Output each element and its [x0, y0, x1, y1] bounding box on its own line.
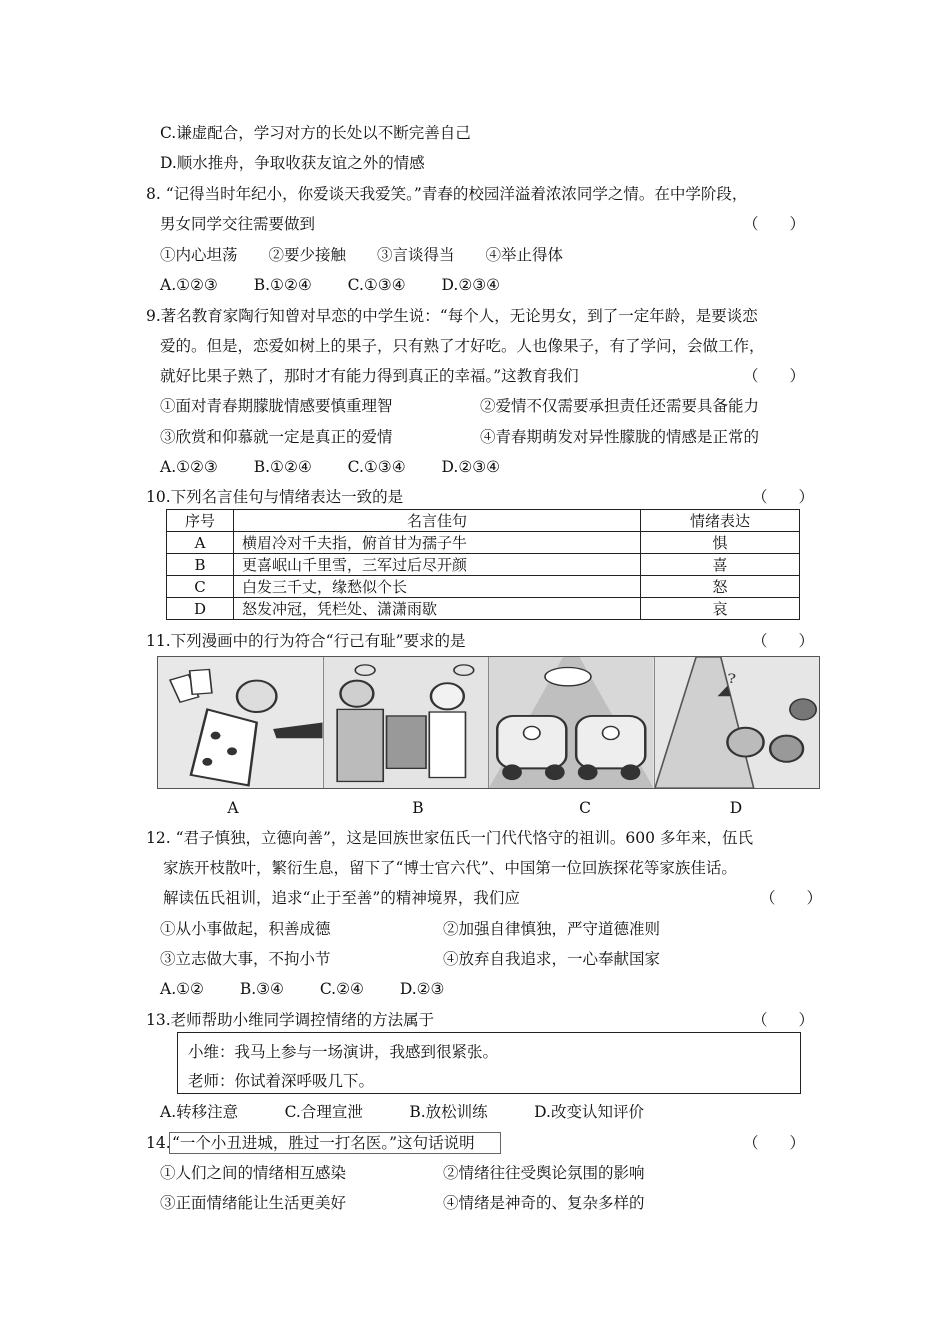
- q11-answer-paren: （ ）: [752, 632, 815, 650]
- table-row: [167, 598, 800, 620]
- table-cell: A: [167, 532, 234, 554]
- q9-answer-paren: （ ）: [743, 367, 806, 385]
- svg-text:?: ?: [726, 670, 736, 687]
- q13-stem: 13.老师帮助小维同学调控情绪的方法属于: [146, 1011, 435, 1029]
- q14-stem: “一个小丑进城，胜过一打名医。”这句话说明: [172, 1134, 475, 1152]
- bus-seat-cartoon-icon: [324, 657, 489, 788]
- q9-stem-line2: 爱的。但是，恋爱如树上的果子，只有熟了才好吃。人也像果子，有了学问，会做工作，: [160, 337, 765, 355]
- q12-answer-paren: （ ）: [760, 889, 823, 907]
- q11-stem: 11.下列漫画中的行为符合“行己有耻”要求的是: [146, 632, 466, 650]
- q8-options: A.①②③ B.①②④ C.①③④ D.②③④: [160, 276, 501, 294]
- table-row: [167, 554, 800, 576]
- table-cell: 哀: [641, 598, 800, 620]
- q14-number: 14.: [146, 1134, 171, 1152]
- q9-item-1: ①面对青春期朦胧情感要慎重理智: [160, 397, 393, 415]
- q9-options: A.①②③ B.①②④ C.①③④ D.②③④: [160, 458, 501, 476]
- q12-stem-line3: 解读伍氏祖训，追求“止于至善”的精神境界，我们应: [163, 889, 520, 907]
- q10-stem: 10.下列名言佳句与情绪表达一致的是: [146, 488, 404, 506]
- comic-panel-b: [324, 657, 490, 788]
- q12-stem-line2: 家族开枝散叶，繁衍生息，留下了“博士官六代”、中国第一位回族探花等家族佳话。: [163, 859, 737, 877]
- q14-item-1: ①人们之间的情绪相互感染: [160, 1164, 347, 1182]
- gambling-cartoon-icon: [158, 657, 323, 788]
- q14-item-3: ③正面情绪能让生活更美好: [160, 1194, 347, 1212]
- q13-answer-paren: （ ）: [752, 1011, 815, 1029]
- q8-stem-line1: 8. “记得当时年纪小，你爱谈天我爱笑。”青春的校园洋溢着浓浓同学之情。在中学阶段，: [146, 185, 748, 203]
- dialog-line-student: 小维：我马上参与一场演讲，我感到很紧张。: [188, 1043, 499, 1061]
- comic-label-a: A: [227, 799, 239, 817]
- table-header-row: [167, 510, 800, 532]
- q12-options: A.①② B.③④ C.②④ D.②③: [160, 980, 445, 998]
- q7-option-c: C.谦虚配合，学习对方的长处以不断完善自己: [160, 124, 471, 142]
- table-header-cell: 序号: [167, 510, 234, 532]
- comic-strip: [157, 656, 820, 789]
- table-row: [167, 532, 800, 554]
- table-cell: D: [167, 598, 234, 620]
- q12-item-3: ③立志做大事，不拘小节: [160, 950, 331, 968]
- q12-item-1: ①从小事做起，积善成德: [160, 920, 331, 938]
- q12-stem-line1: 12. “君子慎独，立德向善”，这是回族世家伍氏一门代代恪守的祖训。600 多年来，伍氏: [146, 829, 753, 847]
- q14-item-4: ④情绪是神奇的、复杂多样的: [443, 1194, 645, 1212]
- quotes-emotion-table: [166, 509, 800, 620]
- comic-label-b: B: [412, 799, 424, 817]
- table-cell: 怒: [641, 576, 800, 598]
- q13-options: A.转移注意 C.合理宣泄 B.放松训练 D.改变认知评价: [160, 1103, 644, 1121]
- q14-answer-paren: （ ）: [743, 1134, 806, 1152]
- landmark-carving-cartoon-icon: [655, 657, 820, 788]
- table-cell: C: [167, 576, 234, 598]
- table-cell: B: [167, 554, 234, 576]
- q14-item-2: ②情绪往往受舆论氛围的影响: [443, 1164, 645, 1182]
- comic-panel-a: [158, 657, 324, 788]
- q9-item-3: ③欣赏和仰慕就一定是真正的爱情: [160, 428, 393, 446]
- q9-stem-line3: 就好比果子熟了，那时才有能力得到真正的幸福。”这教育我们: [160, 367, 579, 385]
- q12-item-2: ②加强自律慎独，严守道德准则: [443, 920, 661, 938]
- table-header-cell: 情绪表达: [641, 510, 800, 532]
- comic-label-d: D: [729, 799, 743, 817]
- q10-answer-paren: （ ）: [752, 488, 815, 506]
- comic-label-c: C: [579, 799, 591, 817]
- q8-answer-paren: （ ）: [743, 215, 806, 233]
- q9-stem-line1: 9.著名教育家陶行知曾对早恋的中学生说：“每个人，无论男女，到了一定年龄，是要谈恋: [146, 307, 758, 325]
- q8-stem-line2: 男女同学交往需要做到: [160, 215, 316, 233]
- table-row: [167, 576, 800, 598]
- q8-items: ①内心坦荡 ②要少接触 ③言谈得当 ④举止得体: [160, 246, 564, 264]
- table-cell: 惧: [641, 532, 800, 554]
- table-cell: 横眉冷对千夫指，俯首甘为孺子牛: [234, 532, 641, 554]
- table-cell: 白发三千丈，缘愁似个长: [234, 576, 641, 598]
- dialog-line-teacher: 老师：你试着深呼吸几下。: [188, 1072, 375, 1090]
- q12-item-4: ④放弃自我追求，一心奉献国家: [443, 950, 661, 968]
- q9-item-2: ②爱情不仅需要承担责任还需要具备能力: [480, 397, 760, 415]
- table-cell: 更喜岷山千里雪，三军过后尽开颜: [234, 554, 641, 576]
- table-cell: 怒发冲冠，凭栏处、潇潇雨歇: [234, 598, 641, 620]
- q7-option-d: D.顺水推舟，争取收获友谊之外的情感: [160, 154, 425, 172]
- q9-item-4: ④青春期萌发对异性朦胧的情感是正常的: [480, 428, 760, 446]
- cars-road-cartoon-icon: [489, 657, 654, 788]
- table-cell: 喜: [641, 554, 800, 576]
- table-header-cell: 名言佳句: [234, 510, 641, 532]
- comic-panel-c: [489, 657, 655, 788]
- comic-panel-d: [655, 657, 820, 788]
